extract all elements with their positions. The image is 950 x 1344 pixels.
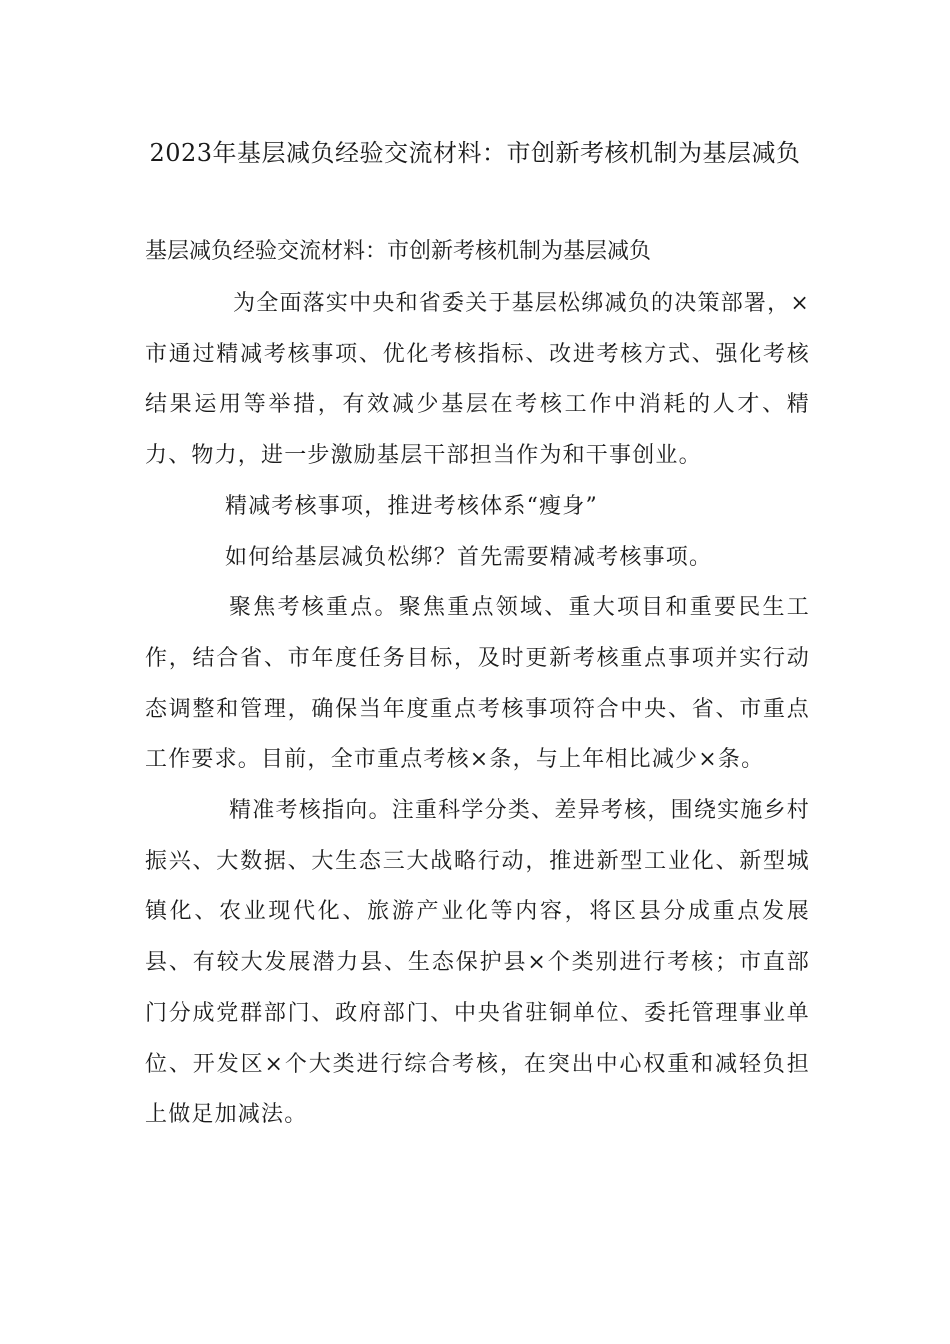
paragraph-question: 如何给基层减负松绑？首先需要精减考核事项。 <box>225 544 713 570</box>
paragraph-focus: 聚焦考核重点。聚焦重点领域、重大项目和重要民生工作，结合省、市年度任务目标，及时更新考核重点事项并实行动态调整和管理，确保当年度重点考核事项符合中央、省、市重点工作要求。目前，全市重点考核×条，与上年相比减少×条。 <box>145 595 810 773</box>
document-body <box>145 279 810 1141</box>
paragraph-intro: 为全面落实中央和省委关于基层松绑减负的决策部署，×市通过精减考核事项、优化考核指标、改进考核方式、强化考核结果运用等举措，有效减少基层在考核工作中消耗的人才、精力、物力，进一步激励基层干部担当作为和干事创业。 <box>145 291 810 469</box>
document-subtitle: 基层减负经验交流材料：市创新考核机制为基层减负 <box>145 239 652 264</box>
paragraph-precision: 精准考核指向。注重科学分类、差异考核，围绕实施乡村振兴、大数据、大生态三大战略行动，推进新型工业化、新型城镇化、农业现代化、旅游产业化等内容，将区县分成重点发展县、有较大发展潜力县、生态保护县×个类别进行考核；市直部门分成党群部门、政府部门、中央省驻铜单位、委托管理事业单位、开发区×个大类进行综合考核，在突出中心权重和减轻负担上做足加减法。 <box>145 798 810 1128</box>
document-title: 2023年基层减负经验交流材料：市创新考核机制为基层减负 <box>149 139 801 167</box>
section-heading: 精减考核事项，推进考核体系“瘦身” <box>225 493 598 519</box>
